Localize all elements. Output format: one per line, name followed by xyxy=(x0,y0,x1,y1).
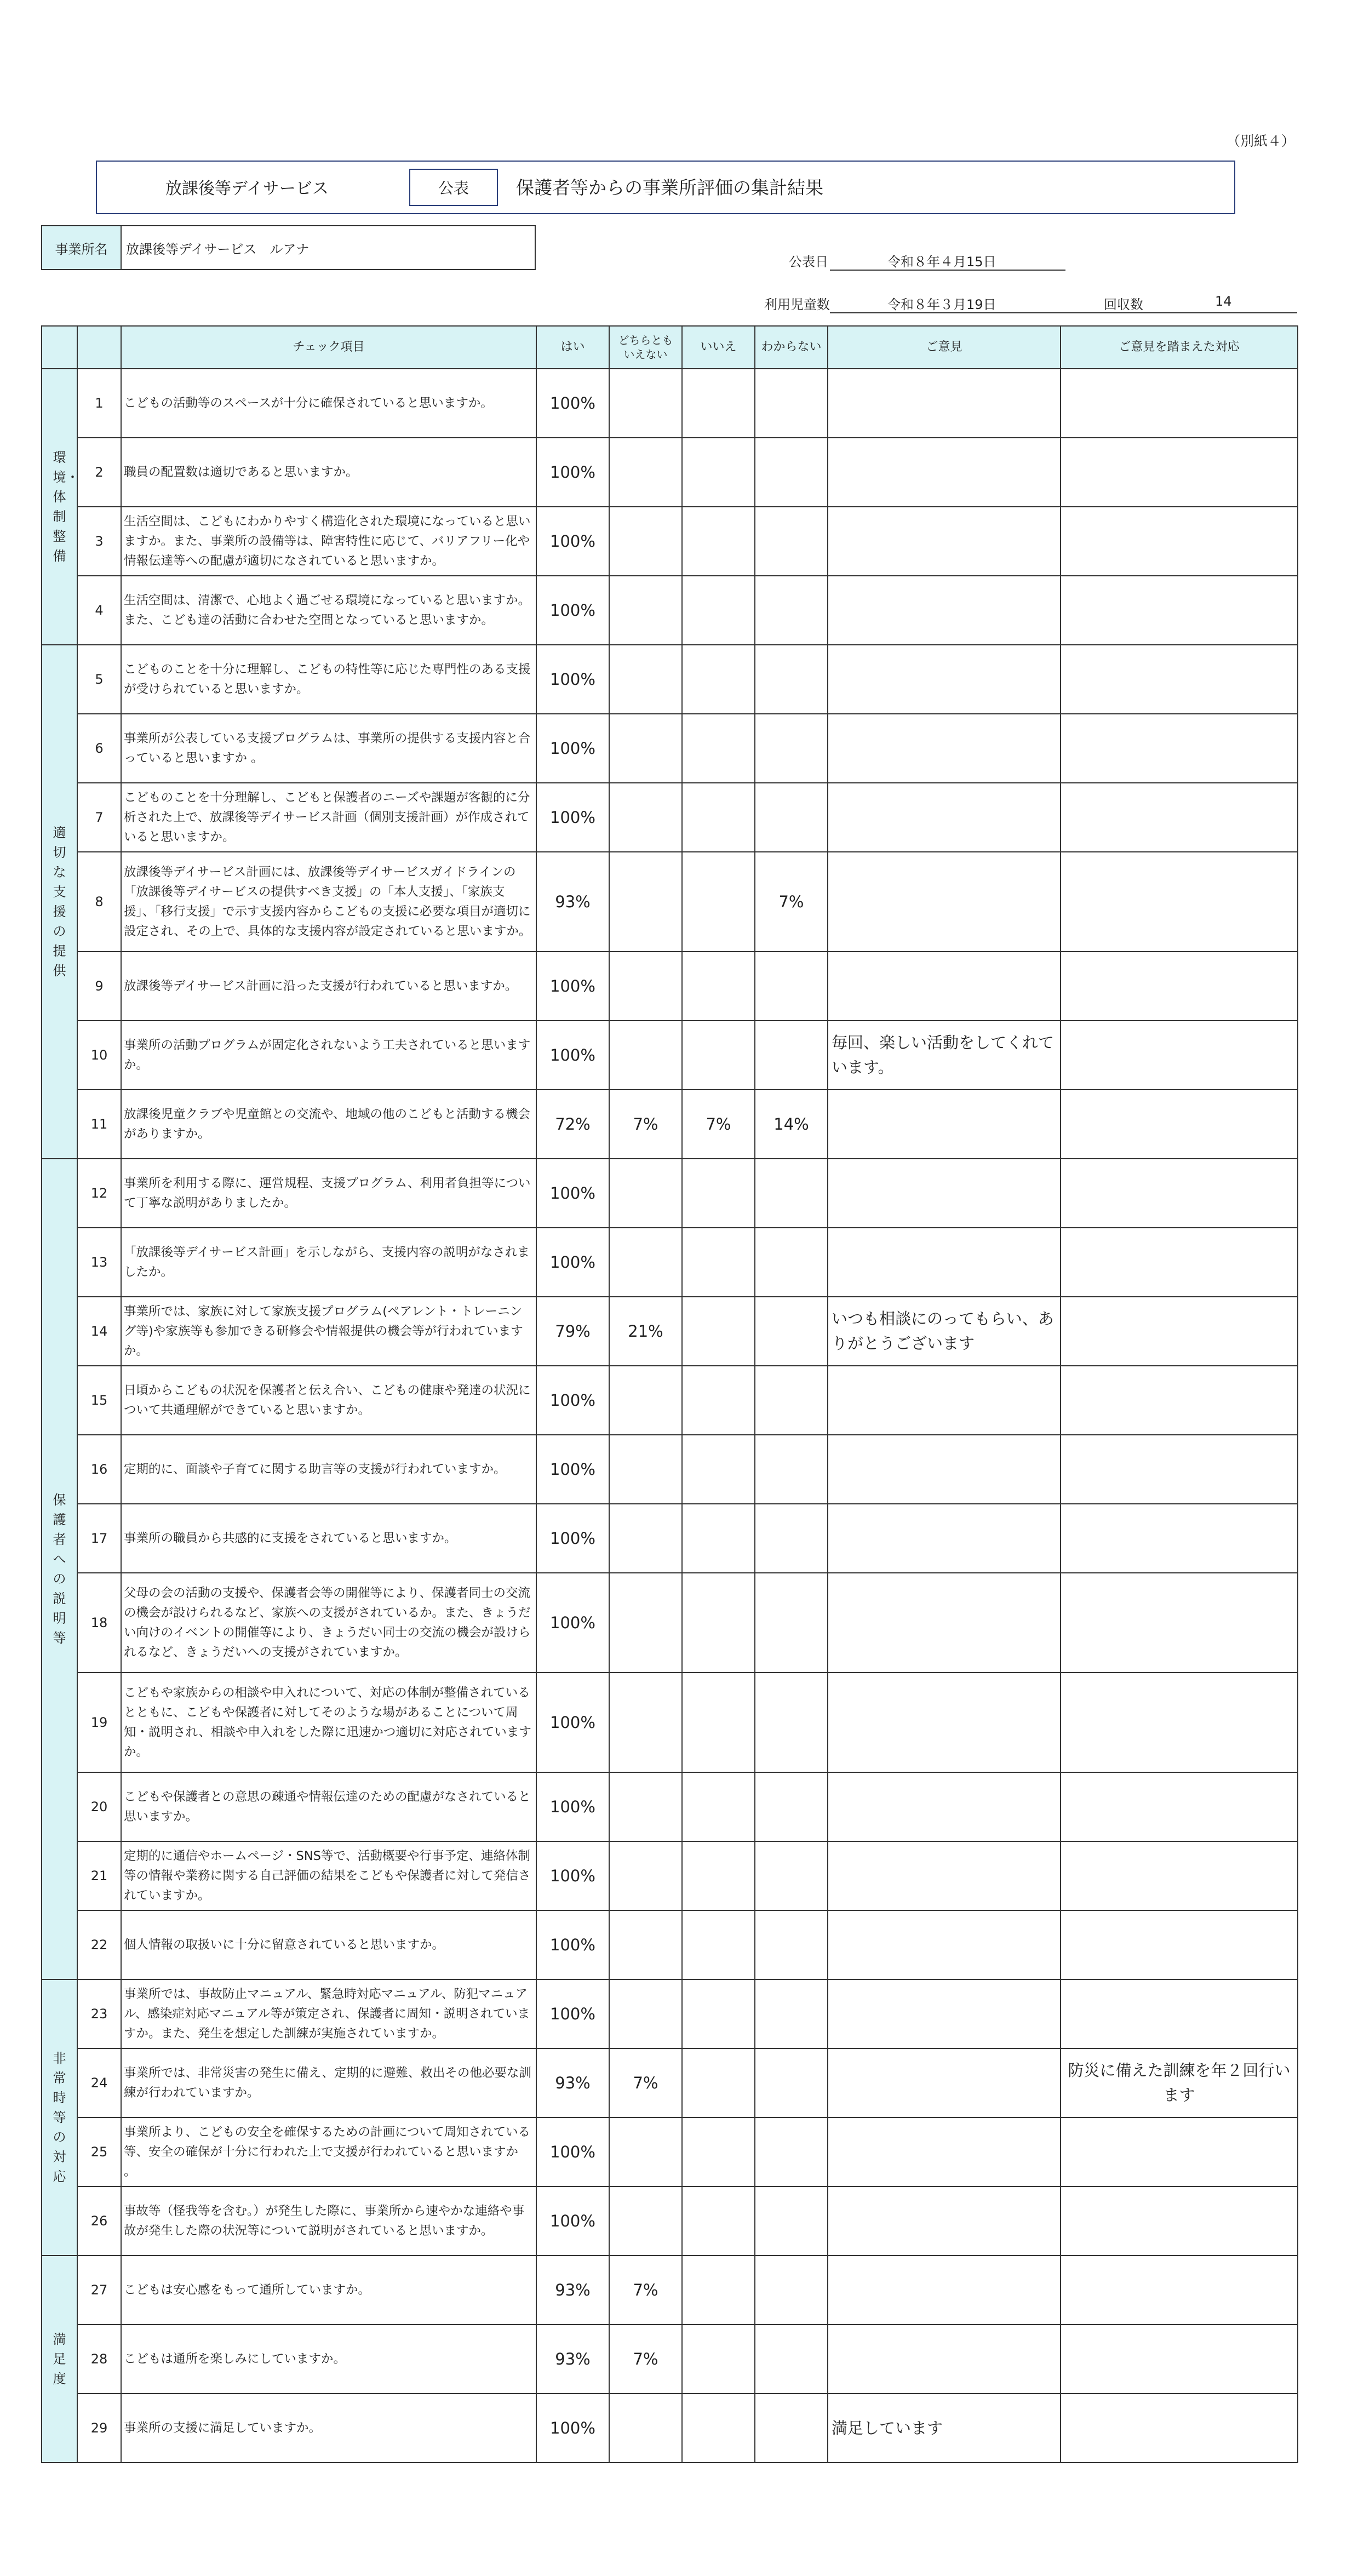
item-number: 25 xyxy=(77,2117,121,2186)
publication-date: 令和８年４月15日 xyxy=(887,254,996,270)
no-percent xyxy=(682,783,755,852)
no-percent xyxy=(682,369,755,438)
unknown-percent xyxy=(755,369,828,438)
opinion-cell xyxy=(828,2256,1061,2325)
opinion-cell: いつも相談にのってもらい、ありがとうございます xyxy=(828,1297,1061,1366)
response-cell xyxy=(1061,1573,1298,1673)
item-number: 29 xyxy=(77,2394,121,2463)
attachment-label: （別紙４） xyxy=(1226,133,1295,149)
check-item: 事業所の活動プログラムが固定化されないよう工夫されていると思いますか。 xyxy=(121,1021,536,1090)
check-item: 父母の会の活動の支援や、保護者会等の開催等により、保護者同士の交流の機会が設けられるなど、家族への支援がされているか。また、きょうだい向けのイベントの開催等により、きょうだい同士の交流の機会が設けられるなど、きょうだいへの支援がされていますか。 xyxy=(121,1573,536,1673)
category-cell xyxy=(42,1979,77,2256)
yes-percent: 100% xyxy=(536,783,609,852)
check-item: 事故等（怪我等を含む。）が発生した際に、事業所から速やかな連絡や事故が発生した際の状況等について説明がされていると思いますか。 xyxy=(121,2186,536,2256)
response-cell xyxy=(1061,576,1298,645)
table-row xyxy=(42,1159,1298,1228)
yes-percent: 93% xyxy=(536,2325,609,2394)
item-number: 26 xyxy=(77,2186,121,2256)
response-cell xyxy=(1061,1435,1298,1504)
response-cell xyxy=(1061,1021,1298,1090)
header-category xyxy=(42,326,77,369)
title-box xyxy=(96,161,1235,214)
opinion-cell xyxy=(828,2186,1061,2256)
opinion-cell xyxy=(828,1910,1061,1979)
header-number xyxy=(77,326,121,369)
no-percent xyxy=(682,2256,755,2325)
item-number: 9 xyxy=(77,952,121,1021)
neutral-percent xyxy=(609,1228,682,1297)
table-row xyxy=(42,2186,1298,2256)
item-number: 16 xyxy=(77,1435,121,1504)
category-label: 環境・体制整備 xyxy=(53,450,79,564)
check-item: 事業所では、非常災害の発生に備え、定期的に避難、救出その他必要な訓練が行われていますか。 xyxy=(121,2048,536,2117)
neutral-percent xyxy=(609,369,682,438)
opinion-cell xyxy=(828,2048,1061,2117)
table-row xyxy=(42,645,1298,714)
unknown-percent xyxy=(755,1841,828,1910)
response-cell xyxy=(1061,1297,1298,1366)
neutral-percent xyxy=(609,1159,682,1228)
header-yes: はい xyxy=(536,326,609,369)
table-row xyxy=(42,438,1298,507)
neutral-percent xyxy=(609,952,682,1021)
unknown-percent xyxy=(755,1228,828,1297)
unknown-percent xyxy=(755,1021,828,1090)
neutral-percent xyxy=(609,852,682,952)
neutral-percent xyxy=(609,2186,682,2256)
no-percent xyxy=(682,1435,755,1504)
neutral-percent xyxy=(609,507,682,576)
response-cell xyxy=(1061,1979,1298,2048)
neutral-percent xyxy=(609,2117,682,2186)
response-cell xyxy=(1061,1366,1298,1435)
neutral-percent xyxy=(609,438,682,507)
table-row xyxy=(42,1504,1298,1573)
no-percent xyxy=(682,2325,755,2394)
yes-percent: 93% xyxy=(536,2256,609,2325)
no-percent xyxy=(682,1366,755,1435)
response-cell xyxy=(1061,1673,1298,1772)
response-cell xyxy=(1061,1841,1298,1910)
yes-percent: 100% xyxy=(536,1159,609,1228)
item-number: 21 xyxy=(77,1841,121,1910)
opinion-cell xyxy=(828,1979,1061,2048)
item-number: 6 xyxy=(77,714,121,783)
unknown-percent xyxy=(755,1504,828,1573)
opinion-cell xyxy=(828,438,1061,507)
check-item: 放課後等デイサービス計画には、放課後等デイサービスガイドラインの「放課後等デイサービスの提供すべき支援」の「本人支援」、「家族支援」、「移行支援」で示す支援内容からこどもの支援に必要な項目が適切に設定され、その上で、具体的な支援内容が設定されていると思いますか。 xyxy=(121,852,536,952)
item-number: 3 xyxy=(77,507,121,576)
check-item: こどものことを十分理解し、こどもと保護者のニーズや課題が客観的に分析された上で、放課後等デイサービス計画（個別支援計画）が作成されていると思いますか。 xyxy=(121,783,536,852)
unknown-percent xyxy=(755,2117,828,2186)
response-cell: 防災に備えた訓練を年２回行います xyxy=(1061,2048,1298,2117)
unknown-percent xyxy=(755,2048,828,2117)
table-row xyxy=(42,2325,1298,2394)
table-row xyxy=(42,1573,1298,1673)
unknown-percent xyxy=(755,1910,828,1979)
office-label: 事業所名 xyxy=(42,226,122,269)
yes-percent: 93% xyxy=(536,852,609,952)
response-cell xyxy=(1061,1910,1298,1979)
table-body xyxy=(42,369,1298,2463)
office-name-box xyxy=(41,225,536,270)
opinion-cell: 毎回、楽しい活動をしてくれています。 xyxy=(828,1021,1061,1090)
yes-percent: 100% xyxy=(536,1979,609,2048)
check-item: 事業所が公表している支援プログラムは、事業所の提供する支援内容と合っていると思いますか 。 xyxy=(121,714,536,783)
yes-percent: 100% xyxy=(536,1435,609,1504)
unknown-percent xyxy=(755,507,828,576)
check-item: 事業所の支援に満足していますか。 xyxy=(121,2394,536,2463)
opinion-cell xyxy=(828,952,1061,1021)
yes-percent: 100% xyxy=(536,576,609,645)
check-item: 生活空間は、清潔で、心地よく過ごせる環境になっていると思いますか。また、こども達の活動に合わせた空間となっていると思いますか。 xyxy=(121,576,536,645)
response-count: 14 xyxy=(1215,294,1232,309)
yes-percent: 100% xyxy=(536,1841,609,1910)
table-row xyxy=(42,714,1298,783)
table-row xyxy=(42,2394,1298,2463)
table-row xyxy=(42,576,1298,645)
neutral-percent xyxy=(609,1504,682,1573)
table-row xyxy=(42,1979,1298,2048)
check-item: 生活空間は、こどもにわかりやすく構造化された環境になっていると思いますか。また、事業所の設備等は、障害特性に応じて、バリアフリー化や情報伝達等への配慮が適切になされていると思いますか。 xyxy=(121,507,536,576)
neutral-percent xyxy=(609,1979,682,2048)
response-cell xyxy=(1061,1090,1298,1159)
unknown-percent xyxy=(755,1435,828,1504)
item-number: 23 xyxy=(77,1979,121,2048)
item-number: 17 xyxy=(77,1504,121,1573)
yes-percent: 100% xyxy=(536,645,609,714)
check-item: 「放課後等デイサービス計画」を示しながら、支援内容の説明がなされましたか。 xyxy=(121,1228,536,1297)
unknown-percent xyxy=(755,1159,828,1228)
neutral-percent xyxy=(609,1573,682,1673)
yes-percent: 100% xyxy=(536,1573,609,1673)
response-cell xyxy=(1061,2256,1298,2325)
item-number: 14 xyxy=(77,1297,121,1366)
yes-percent: 100% xyxy=(536,507,609,576)
check-item: こどもや保護者との意思の疎通や情報伝達のための配慮がなされていると思いますか。 xyxy=(121,1772,536,1841)
check-item: 個人情報の取扱いに十分に留意されていると思いますか。 xyxy=(121,1910,536,1979)
yes-percent: 100% xyxy=(536,1910,609,1979)
item-number: 5 xyxy=(77,645,121,714)
table-row xyxy=(42,507,1298,576)
no-percent xyxy=(682,645,755,714)
opinion-cell xyxy=(828,507,1061,576)
no-percent xyxy=(682,1772,755,1841)
table-row xyxy=(42,1772,1298,1841)
opinion-cell xyxy=(828,645,1061,714)
opinion-cell: 満足しています xyxy=(828,2394,1061,2463)
no-percent xyxy=(682,2048,755,2117)
opinion-cell xyxy=(828,576,1061,645)
neutral-percent xyxy=(609,1021,682,1090)
table-row xyxy=(42,1228,1298,1297)
item-number: 2 xyxy=(77,438,121,507)
unknown-percent: 7% xyxy=(755,852,828,952)
item-number: 10 xyxy=(77,1021,121,1090)
item-number: 18 xyxy=(77,1573,121,1673)
opinion-cell xyxy=(828,1504,1061,1573)
opinion-cell xyxy=(828,852,1061,952)
neutral-percent xyxy=(609,1673,682,1772)
no-percent xyxy=(682,952,755,1021)
response-cell xyxy=(1061,507,1298,576)
neutral-percent: 21% xyxy=(609,1297,682,1366)
unknown-percent xyxy=(755,783,828,852)
yes-percent: 100% xyxy=(536,1021,609,1090)
no-percent xyxy=(682,1910,755,1979)
unknown-percent xyxy=(755,2394,828,2463)
yes-percent: 100% xyxy=(536,952,609,1021)
yes-percent: 100% xyxy=(536,1228,609,1297)
no-percent xyxy=(682,1841,755,1910)
category-label: 保護者への説明等 xyxy=(53,1492,66,1646)
check-item: 定期的に、面談や子育てに関する助言等の支援が行われていますか。 xyxy=(121,1435,536,1504)
no-percent xyxy=(682,2186,755,2256)
check-item: こどものことを十分に理解し、こどもの特性等に応じた専門性のある支援が受けられていると思いますか。 xyxy=(121,645,536,714)
item-number: 15 xyxy=(77,1366,121,1435)
unknown-percent xyxy=(755,438,828,507)
check-item: 放課後等デイサービス計画に沿った支援が行われていると思いますか。 xyxy=(121,952,536,1021)
check-item: 事業所より、こどもの安全を確保するための計画について周知されている等、安全の確保が十分に行われた上で支援が行われていると思いますか 。 xyxy=(121,2117,536,2186)
unknown-percent xyxy=(755,1297,828,1366)
response-cell xyxy=(1061,1772,1298,1841)
unknown-percent: 14% xyxy=(755,1090,828,1159)
unknown-percent xyxy=(755,1366,828,1435)
opinion-cell xyxy=(828,783,1061,852)
response-cell xyxy=(1061,1228,1298,1297)
page-title: 保護者等からの事業所評価の集計結果 xyxy=(516,177,823,198)
table-row xyxy=(42,783,1298,852)
item-number: 28 xyxy=(77,2325,121,2394)
opinion-cell xyxy=(828,2117,1061,2186)
item-number: 12 xyxy=(77,1159,121,1228)
unknown-percent xyxy=(755,2186,828,2256)
yes-percent: 100% xyxy=(536,714,609,783)
response-cell xyxy=(1061,369,1298,438)
header-opinion: ご意見 xyxy=(828,326,1061,369)
neutral-percent: 7% xyxy=(609,1090,682,1159)
unknown-percent xyxy=(755,1772,828,1841)
check-item: 定期的に通信やホームページ・SNS等で、活動概要や行事予定、連絡体制等の情報や業務に関する自己評価の結果をこどもや保護者に対して発信されていますか。 xyxy=(121,1841,536,1910)
no-percent xyxy=(682,1297,755,1366)
no-percent xyxy=(682,1673,755,1772)
item-number: 4 xyxy=(77,576,121,645)
no-percent xyxy=(682,2117,755,2186)
neutral-percent xyxy=(609,1772,682,1841)
yes-percent: 100% xyxy=(536,1366,609,1435)
category-label: 満足度 xyxy=(53,2332,66,2386)
unknown-percent xyxy=(755,2325,828,2394)
table-row xyxy=(42,852,1298,952)
publication-date-label: 公表日 xyxy=(789,254,828,270)
header-unknown: わからない xyxy=(755,326,828,369)
category-label: 適切な支援の提供 xyxy=(53,825,66,978)
opinion-cell xyxy=(828,1772,1061,1841)
table-row xyxy=(42,1841,1298,1910)
survey-date-label: 利用児童数 xyxy=(764,297,830,312)
yes-percent: 100% xyxy=(536,438,609,507)
table-row xyxy=(42,1673,1298,1772)
check-item: 職員の配置数は適切であると思いますか。 xyxy=(121,438,536,507)
response-cell xyxy=(1061,645,1298,714)
item-number: 19 xyxy=(77,1673,121,1772)
unknown-percent xyxy=(755,576,828,645)
response-cell xyxy=(1061,952,1298,1021)
yes-percent: 100% xyxy=(536,2117,609,2186)
yes-percent: 72% xyxy=(536,1090,609,1159)
unknown-percent xyxy=(755,645,828,714)
opinion-cell xyxy=(828,1366,1061,1435)
item-number: 1 xyxy=(77,369,121,438)
neutral-percent: 7% xyxy=(609,2256,682,2325)
table-row xyxy=(42,2117,1298,2186)
yes-percent: 100% xyxy=(536,1772,609,1841)
neutral-percent xyxy=(609,1366,682,1435)
yes-percent: 93% xyxy=(536,2048,609,2117)
check-item: 事業所では、事故防止マニュアル、緊急時対応マニュアル、防犯マニュアル、感染症対応マニュアル等が策定され、保護者に周知・説明されていますか。また、発生を想定した訓練が実施されていますか。 xyxy=(121,1979,536,2048)
yes-percent: 100% xyxy=(536,1673,609,1772)
neutral-percent xyxy=(609,1435,682,1504)
unknown-percent xyxy=(755,2256,828,2325)
no-percent xyxy=(682,1573,755,1673)
yes-percent: 79% xyxy=(536,1297,609,1366)
table-row xyxy=(42,1297,1298,1366)
table-row xyxy=(42,1090,1298,1159)
check-item: 日頃からこどもの状況を保護者と伝え合い、こどもの健康や発達の状況について共通理解ができていると思いますか。 xyxy=(121,1366,536,1435)
category-label: 非常時等の対応 xyxy=(53,2051,66,2184)
check-item: こどもの活動等のスペースが十分に確保されていると思いますか。 xyxy=(121,369,536,438)
response-cell xyxy=(1061,852,1298,952)
item-number: 13 xyxy=(77,1228,121,1297)
yes-percent: 100% xyxy=(536,2186,609,2256)
unknown-percent xyxy=(755,1979,828,2048)
neutral-percent xyxy=(609,1910,682,1979)
publication-badge: 公表 xyxy=(409,169,498,206)
no-percent xyxy=(682,1979,755,2048)
response-cell xyxy=(1061,2117,1298,2186)
no-percent xyxy=(682,1021,755,1090)
no-percent xyxy=(682,1159,755,1228)
response-cell xyxy=(1061,783,1298,852)
neutral-percent xyxy=(609,645,682,714)
survey-underline xyxy=(830,312,1297,313)
table-header-row xyxy=(42,326,1298,369)
unknown-percent xyxy=(755,714,828,783)
item-number: 27 xyxy=(77,2256,121,2325)
no-percent xyxy=(682,576,755,645)
check-item: 事業所の職員から共感的に支援をされていると思いますか。 xyxy=(121,1504,536,1573)
opinion-cell xyxy=(828,369,1061,438)
unknown-percent xyxy=(755,952,828,1021)
yes-percent: 100% xyxy=(536,2394,609,2463)
header-response: ご意見を踏まえた対応 xyxy=(1061,326,1298,369)
no-percent xyxy=(682,1504,755,1573)
check-item: こどもは通所を楽しみにしていますか。 xyxy=(121,2325,536,2394)
table-row xyxy=(42,952,1298,1021)
no-percent xyxy=(682,852,755,952)
table-row xyxy=(42,2256,1298,2325)
neutral-percent xyxy=(609,783,682,852)
table-row xyxy=(42,1366,1298,1435)
item-number: 24 xyxy=(77,2048,121,2117)
table-row xyxy=(42,369,1298,438)
service-type: 放課後等デイサービス xyxy=(165,179,329,198)
yes-percent: 100% xyxy=(536,369,609,438)
check-item: 事業所では、家族に対して家族支援プログラム(ペアレント・トレーニング等)や家族等も参加できる研修会や情報提供の機会等が行われていますか。 xyxy=(121,1297,536,1366)
item-number: 11 xyxy=(77,1090,121,1159)
response-cell xyxy=(1061,2325,1298,2394)
neutral-percent xyxy=(609,2394,682,2463)
response-cell xyxy=(1061,2394,1298,2463)
evaluation-table xyxy=(41,325,1298,2463)
check-item: 放課後児童クラブや児童館との交流や、地域の他のこどもと活動する機会がありますか。 xyxy=(121,1090,536,1159)
table-row xyxy=(42,1435,1298,1504)
check-item: 事業所を利用する際に、運営規程、支援プログラム、利用者負担等について丁寧な説明がありましたか。 xyxy=(121,1159,536,1228)
no-percent xyxy=(682,2394,755,2463)
neutral-percent xyxy=(609,1841,682,1910)
no-percent xyxy=(682,438,755,507)
table-row xyxy=(42,2048,1298,2117)
response-cell xyxy=(1061,1504,1298,1573)
neutral-percent xyxy=(609,576,682,645)
opinion-cell xyxy=(828,1841,1061,1910)
opinion-cell xyxy=(828,1673,1061,1772)
response-cell xyxy=(1061,438,1298,507)
response-count-label: 回収数 xyxy=(1104,297,1143,312)
response-cell xyxy=(1061,2186,1298,2256)
no-percent xyxy=(682,714,755,783)
category-cell xyxy=(42,645,77,1159)
table-row xyxy=(42,1910,1298,1979)
neutral-percent xyxy=(609,714,682,783)
response-cell xyxy=(1061,714,1298,783)
check-item: こどもや家族からの相談や申入れについて、対応の体制が整備されているとともに、こどもや保護者に対してそのような場があることについて周知・説明され、相談や申入れをした際に迅速かつ適切に対応されていますか。 xyxy=(121,1673,536,1772)
neutral-percent: 7% xyxy=(609,2325,682,2394)
check-item: こどもは安心感をもって通所していますか。 xyxy=(121,2256,536,2325)
office-name: 放課後等デイサービス ルアナ xyxy=(126,241,310,257)
category-cell xyxy=(42,2256,77,2463)
opinion-cell xyxy=(828,1435,1061,1504)
opinion-cell xyxy=(828,2325,1061,2394)
item-number: 7 xyxy=(77,783,121,852)
opinion-cell xyxy=(828,714,1061,783)
no-percent xyxy=(682,1228,755,1297)
survey-date: 令和８年３月19日 xyxy=(887,297,996,312)
item-number: 8 xyxy=(77,852,121,952)
no-percent: 7% xyxy=(682,1090,755,1159)
no-percent xyxy=(682,507,755,576)
header-no: いいえ xyxy=(682,326,755,369)
item-number: 20 xyxy=(77,1772,121,1841)
header-neutral: どちらとも いえない xyxy=(609,326,682,369)
opinion-cell xyxy=(828,1090,1061,1159)
category-cell xyxy=(42,369,77,645)
neutral-percent: 7% xyxy=(609,2048,682,2117)
category-cell xyxy=(42,1159,77,1979)
response-cell xyxy=(1061,1159,1298,1228)
unknown-percent xyxy=(755,1673,828,1772)
opinion-cell xyxy=(828,1573,1061,1673)
item-number: 22 xyxy=(77,1910,121,1979)
unknown-percent xyxy=(755,1573,828,1673)
yes-percent: 100% xyxy=(536,1504,609,1573)
opinion-cell xyxy=(828,1228,1061,1297)
opinion-cell xyxy=(828,1159,1061,1228)
table-row xyxy=(42,1021,1298,1090)
publication-date-underline xyxy=(830,270,1065,271)
header-check: チェック項目 xyxy=(121,326,536,369)
